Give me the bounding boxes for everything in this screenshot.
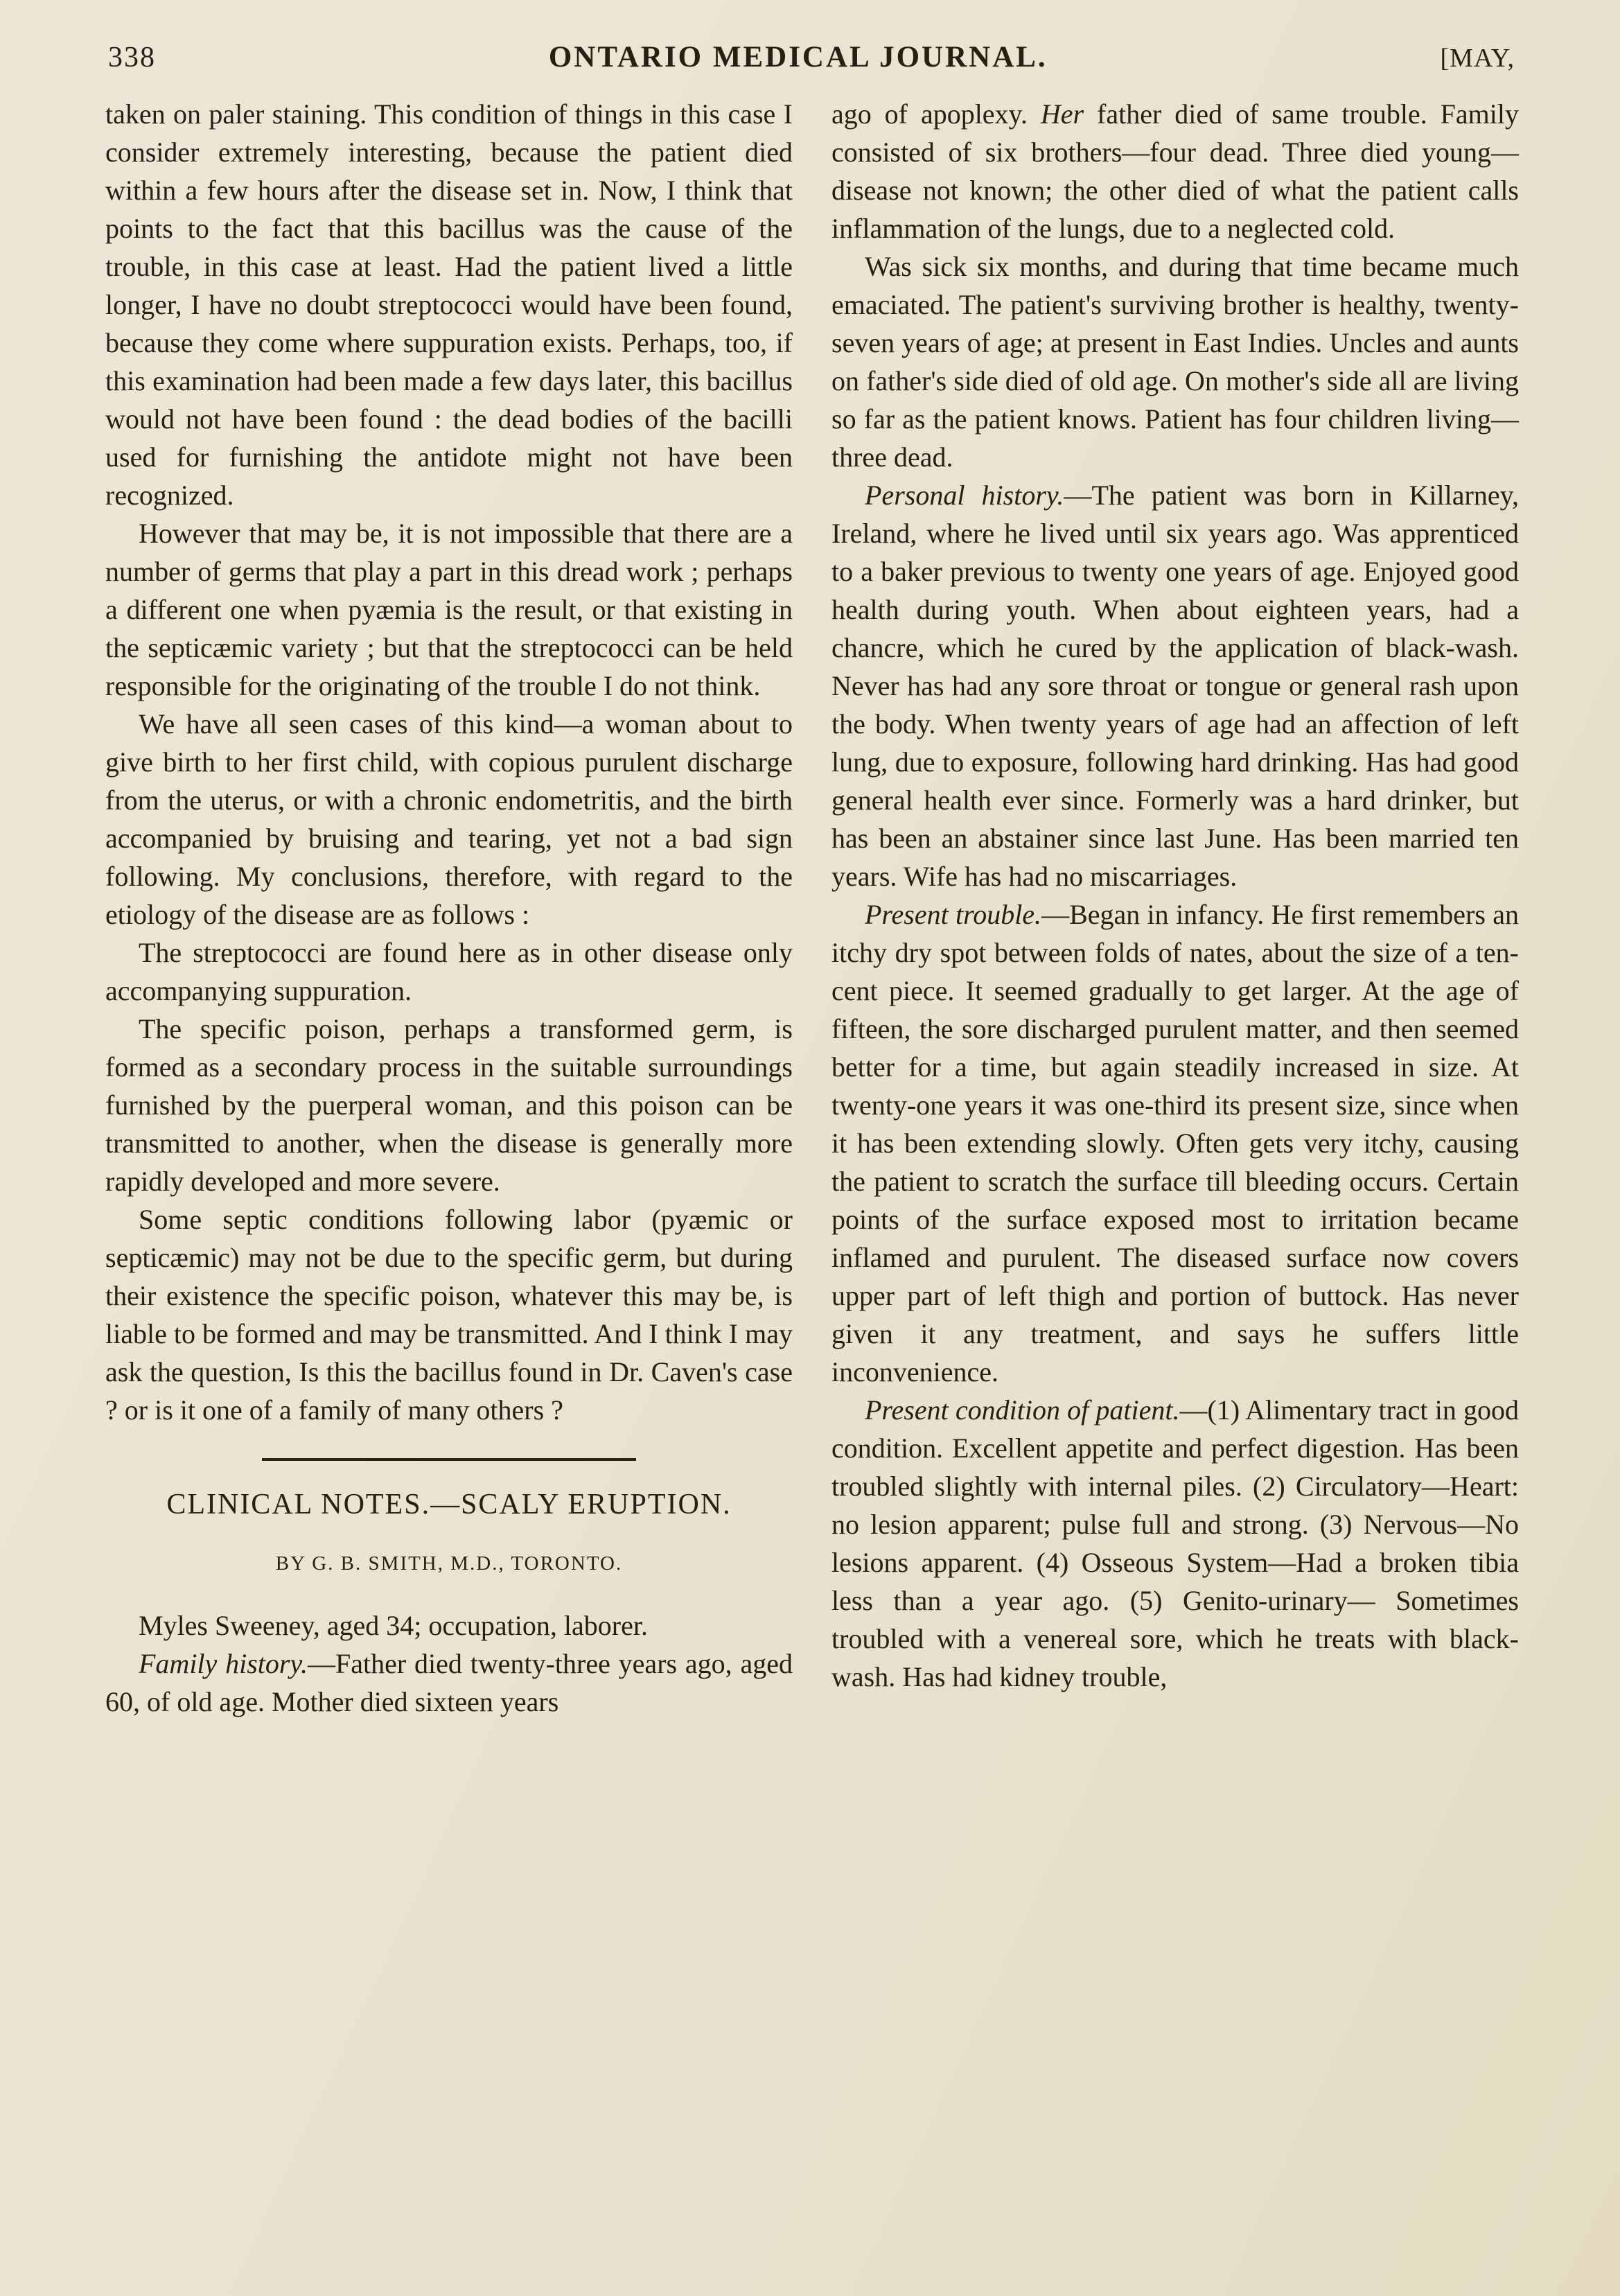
right-column-text — [831, 95, 1519, 1696]
article-columns — [105, 95, 1519, 1721]
paragraph — [831, 895, 1519, 1391]
body-text: —Father died twenty-three years ago, aged 60, of old age. Mother died sixteen years — [105, 1648, 793, 1717]
article-byline: BY G. B. SMITH, M.D., TORONTO. — [275, 1552, 623, 1575]
left-column-text — [105, 95, 793, 1429]
italic-text: Her — [1040, 98, 1084, 130]
body-text: The streptococci are found here as in other disease only accompanying suppuration. — [105, 937, 793, 1006]
paragraph — [831, 247, 1519, 476]
body-text: Some septic conditions following labor (pyæmic or septicæmic) may not be due to the specific germ, but during their existence the specific poison, whatever this may be, is liable to be formed and may be transmitted. And I think I may ask the question, Is this the bacillus found in Dr. Caven's case ? or is it one of a family of many others ? — [105, 1204, 793, 1426]
body-text: ago of apoplexy. — [831, 98, 1041, 130]
body-text: father died of same trouble. Family consisted of six brothers—four dead. Three died young—disease not known; the other died of what the patient calls inflammation of the lungs, due to a neglected cold. — [831, 98, 1519, 244]
body-text: —(1) Alimentary tract in good condition. Excellent appetite and perfect digestion. Has been troubled slightly with internal piles. (2) Circulatory—Heart: no lesion apparent; pulse full and strong. (3) Nervous—No lesions apparent. (4) Osseous System—Had a broken tibia less than a year ago. (5) Genito-urinary— Sometimes troubled with a venereal sore, which he treats with black-wash. Has had kidney trouble, — [831, 1394, 1519, 1692]
issue-date: [MAY, — [1440, 44, 1515, 73]
section-divider — [262, 1458, 636, 1461]
paragraph — [105, 1645, 793, 1721]
body-text: taken on paler staining. This condition of things in this case I consider extremely interesting, because the patient died within a few hours after the disease set in. Now, I think that points to the fact that this bacillus was the cause of the trouble, in this case at least. Had the patient lived a little longer, I have no doubt streptococci would have been found, because they come where suppuration exists. Perhaps, too, if this examination had been made a few days later, this bacillus would not have been found : the dead bodies of the bacilli used for furnishing the antidote might not have been recognized. — [105, 98, 793, 511]
italic-text: Personal history. — [865, 480, 1064, 511]
body-text: Was sick six months, and during that time became much emaciated. The patient's surviving brother is healthy, twenty-seven years of age; at present in East Indies. Uncles and aunts on father's side died of old age. On mother's side all are living so far as the patient knows. Patient has four children living—three dead. — [831, 251, 1519, 473]
italic-text: Family history. — [139, 1648, 308, 1679]
paragraph — [105, 705, 793, 934]
paragraph — [105, 514, 793, 705]
body-text: The specific poison, perhaps a transformed germ, is formed as a secondary process in the suitable surroundings furnished by the puerperal woman, and this poison can be transmitted to another, when the disease is generally more rapidly developed and more severe. — [105, 1013, 793, 1197]
right-column — [831, 95, 1519, 1721]
article-opening-text — [105, 1606, 793, 1721]
page-header — [105, 40, 1519, 95]
italic-text: Present condition of patient. — [865, 1394, 1180, 1426]
left-column — [105, 95, 793, 1721]
journal-title: ONTARIO MEDICAL JOURNAL. — [548, 41, 1048, 73]
body-text: —The patient was born in Killarney, Ireland, where he lived until six years ago. Was apprenticed to a baker previous to twenty one years of age. Enjoyed good health during youth. When about eighteen years, had a chancre, which he cured by the application of black-wash. Never has had any sore throat or tongue or general rash upon the body. When twenty years of age had an affection of left lung, due to exposure, following hard drinking. Has had good general health ever since. Formerly was a hard drinker, but has been an abstainer since last June. Has been married ten years. Wife has had no miscarriages. — [831, 480, 1519, 892]
paragraph — [831, 95, 1519, 247]
body-text: However that may be, it is not impossible that there are a number of germs that play a part in this dread work ; perhaps a different one when pyæmia is the result, or that existing in the septicæmic variety ; but that the streptococci can be held responsible for the originating of the trouble I do not think. — [105, 518, 793, 701]
body-text: —Began in infancy. He first remembers an itchy dry spot between folds of nates, about the size of a ten-cent piece. It seemed gradually to get larger. At the age of fifteen, the sore discharged purulent matter, and then seemed better for a time, but again steadily increased in size. At twenty-one years it was one-third its present size, since when it has been extending slowly. Often gets very itchy, causing the patient to scratch the surface till bleeding occurs. Certain points of the surface exposed most to irritation became inflamed and purulent. The diseased surface now covers upper part of left thigh and portion of buttock. Has never given it any treatment, and says he suffers little inconvenience. — [831, 899, 1519, 1387]
body-text: Myles Sweeney, aged 34; occupation, laborer. — [139, 1610, 648, 1641]
paragraph — [105, 934, 793, 1010]
article-title: CLINICAL NOTES.—SCALY ERUPTION. — [166, 1489, 732, 1521]
paragraph — [105, 1200, 793, 1429]
paragraph — [831, 1391, 1519, 1696]
body-text: We have all seen cases of this kind—a woman about to give birth to her first child, with copious purulent discharge from the uterus, or with a chronic endometritis, and the birth accompanied by bruising and tearing, yet not a bad sign following. My conclusions, therefore, with regard to the etiology of the disease are as follows : — [105, 708, 793, 930]
paragraph — [105, 95, 793, 514]
paragraph — [105, 1606, 793, 1645]
paragraph — [831, 476, 1519, 895]
italic-text: Present trouble. — [865, 899, 1042, 930]
paragraph — [105, 1010, 793, 1200]
page-number: 338 — [108, 42, 156, 73]
